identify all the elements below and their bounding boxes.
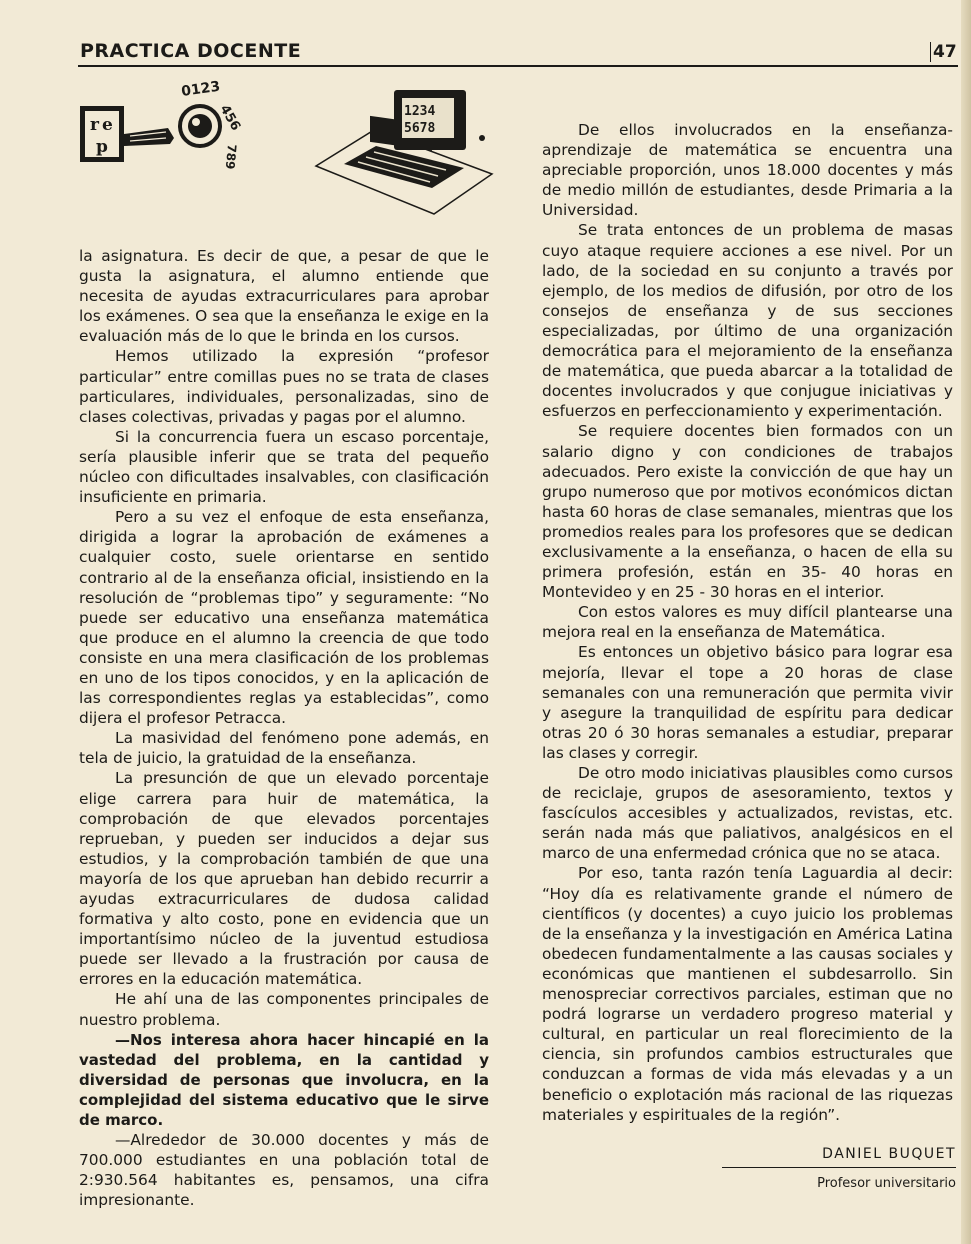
paragraph: la asignatura. Es decir de que, a pesar de que le gusta la asignatura, el alumno entiende que necesita de ayudas extracurriculares para aprobar los exámenes. O sea que la enseñanza le exige en la evaluación más de lo que le brinda en los cursos. [79,247,489,346]
paragraph: Se requiere docentes bien formados con un salario digno y con condiciones de trabajos adecuados. Pero existe la convicción de que hay un grupo numeroso que por motivos económicos dictan hasta 60 horas de clase semanales, mientras que los promedios reales para los profesores que se dedican exclusivamente a la enseñanza, o hacen de ella su primera profesión, están en 35- 40 horas en Montevideo y en 25 - 30 horas en el interior. [542,422,953,602]
paragraph: Con estos valores es muy difícil plantearse una mejora real en la enseñanza de Matemática. [542,603,953,642]
author-name: DANIEL BUQUET [822,1146,956,1162]
section-title: PRACTICA DOCENTE [80,40,302,62]
paragraph: Hemos utilizado la expresión “profesor particular” entre comillas pues no se trata de clases particulares, individuales, personalizadas, sino de clases colectivas, privadas y pagas por el alumno. [79,347,489,426]
svg-text:456: 456 [216,102,244,134]
rep-logo-text-p: p [96,137,108,157]
page-edge [961,0,971,1244]
paragraph: He ahí una de las componentes principales de nuestro problema. [79,990,489,1029]
computer-illustration [314,86,494,218]
left-text-column [79,246,489,1211]
rep-logo-text-r: r [90,115,99,135]
digits-arc: 0123 [180,78,222,100]
page-number: 47 [930,42,957,62]
right-text-column [542,120,953,1125]
screen-digits-top: 1234 [404,104,436,119]
paragraph: —Alrededor de 30.000 docentes y más de 700.000 estudiantes en una población total de 2:930.564 habitantes es, pensamos, una cifra impresionante. [79,1131,489,1210]
paragraph: De ellos involucrados en la enseñanza-aprendizaje de matemática se encuentra una apreciable proporción, unos 18.000 docentes y más de medio millón de estudiantes, desde Primaria a la Universidad. [542,121,953,220]
paragraph: Es entonces un objetivo básico para lograr esa mejoría, llevar el tope a 20 horas de clase semanales con una remuneración que permita vivir y asegure la tranquilidad de espíritu para dedicar otras 20 ó 30 horas semanales a estudiar, preparar las clases y corregir. [542,643,953,762]
screen-digits-bottom: 5678 [404,121,436,136]
paragraph: La presunción de que un elevado porcentaje elige carrera para huir de matemática, la comprobación de que elevados porcentajes reprueban, y pueden ser inducidos a dejar sus estudios, y la comprobación también de que una mayoría de los que aprueban han debido recurrir a ayudas extracurriculares de dudosa calidad formativa y alto costo, pone en evidencia que un importantísimo núcleo de la juventud estudiosa puede ser llevado a la frustración por causa de errores en la educación matemática. [79,769,489,989]
paragraph: Se trata entonces de un problema de masas cuyo ataque requiere acciones a ese nivel. Por un lado, de la sociedad en su conjunto a través por ejemplo, de los medios de difusión, por otro de los consejos de enseñanza y de sus secciones especializadas, por último de una organización democrática para el mejoramiento de la enseñanza de matemática, que pueda abarcar a la totalidad de docentes involucrados y que conjugue iniciativas y esfuerzos en perfeccionamiento y experimentación. [542,221,953,421]
author-divider [722,1167,956,1168]
rep-logo-text-e: e [102,115,113,135]
paragraph: Si la concurrencia fuera un escaso porcentaje, sería plausible inferir que se trata del pequeño núcleo con dificultades insalvables, con clasificación insuficiente en primaria. [79,427,489,507]
paragraph: Por eso, tanta razón tenía Laguardia al decir: “Hoy día es relativamente grande el número de científicos (y docentes) a cuyo juicio los problemas de la enseñanza y la investigación en América Latina obedecen fundamentalmente a las causas sociales y económicas que mantienen el subdesarrollo. Sin menospreciar correctivos parciales, estiman que no podrá lograrse un verdadero progreso material y cultural, en particular un real florecimiento de la ciencia, sin profundos cambios estructurales que conduzcan a formas de vida más elevadas y a un beneficio o explotación más racional de las riquezas materiales y espirituales de la región”. [542,864,953,1124]
svg-text:789: 789 [222,143,239,170]
paragraph: Pero a su vez el enfoque de esta enseñanza, dirigida a lograr la aprobación de exámenes a cualquier costo, suele orientarse en sentido contrario al de la enseñanza oficial, insistiendo en la resolución de “problemas tipo” y seguramente: “No puede ser educativo una enseñanza matemática que produce en el alumno la creencia de que todo consiste en una mera clasificación de los problemas en uno de los tipos conocidos, y en la aplicación de las correspondientes reglas ya establecidas”, como dijera el profesor Petracca. [79,508,489,728]
header-divider [78,65,958,67]
author-role: Profesor universitario [817,1176,956,1191]
paragraph: La masividad del fenómeno pone además, en tela de juicio, la gratuidad de la enseñanza. [79,729,489,768]
hand-icon [124,128,174,146]
paragraph: De otro modo iniciativas plausibles como cursos de reciclaje, grupos de asesoramiento, textos y fascículos accesibles y actualizados, revistas, etc. serán nada más que paliativos, analgésicos en el marco de una enfermedad crónica que no se ataca. [542,764,953,863]
rep-logo-illustration [78,78,250,170]
bold-paragraph: —Nos interesa ahora hacer hincapié en la vastedad del problema, en la cantidad y diversidad de personas que involucra, en la complejidad del sistema educativo que le sirve de marco. [79,1030,489,1130]
